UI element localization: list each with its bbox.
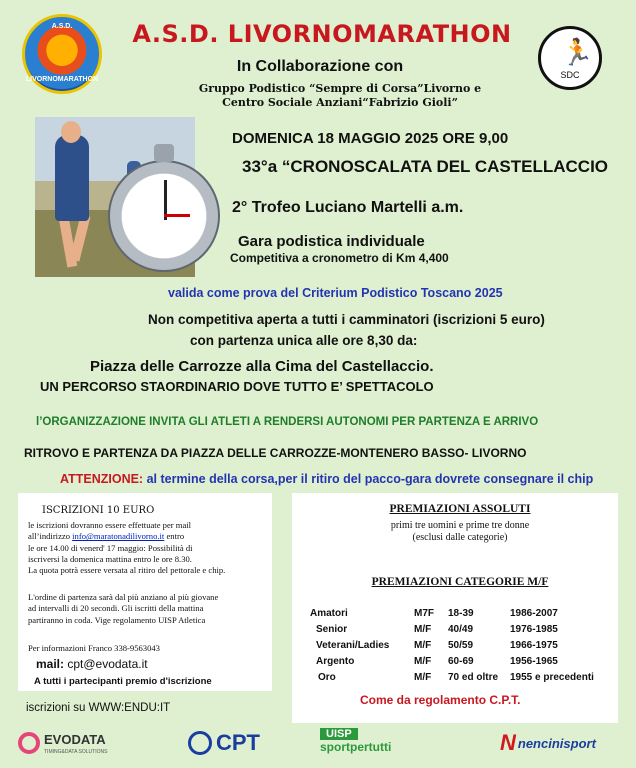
registration-line: le ore 14.00 di venerd' 17 maggio: Possibilità di [28,542,193,553]
category-name: Oro [318,671,336,683]
runner-body [55,135,89,221]
registration-email-link[interactable]: info@maratonadilivorno.it [72,531,165,542]
absolute-awards-details [300,520,620,544]
livornomarathon-logo [22,14,102,94]
logo-left-ring-text: LIVORNOMARATHON [25,76,99,83]
endu-registration[interactable]: iscrizioni su WWW:ENDU:IT [26,702,171,714]
stopwatch-hand [164,214,190,217]
category-sex: M/F [414,671,432,683]
runner-icon: 🏃 [561,37,594,67]
meeting-point: RITROVO E PARTENZA DA PIAZZA DELLE CARROZZE-MONTENERO BASSO- LIVORNO [24,446,527,460]
table-row [310,621,630,637]
start-order-details [28,592,268,626]
category-age: 60-69 [448,655,474,667]
nencini-logo [500,728,630,758]
category-table [310,605,630,685]
registration-line: le iscrizioni dovranno essere effettuate per mail [28,520,192,530]
absolute-awards-line: (esclusi dalle categorie) [412,532,508,543]
sdc-logo [538,26,602,90]
table-row [310,637,630,653]
category-years: 1966-1975 [510,639,558,651]
page-title: A.S.D. LIVORNOMARATHON [132,20,512,48]
category-sex: M7F [414,607,434,619]
category-name: Veterani/Ladies [316,639,390,651]
sdc-logo-text: SDC [560,70,580,80]
evodata-tagline: TIMING&DATA SOLUTIONS [44,749,108,755]
nencini-icon: N [500,730,516,755]
uisp-logo [320,728,450,758]
cpt-icon [188,731,212,755]
absolute-awards-title: PREMIAZIONI ASSOLUTI [389,503,531,515]
sponsor-bar [18,724,618,764]
groups-line-1: Gruppo Podistico “Sempre di Corsa”Livorno e [198,82,482,95]
race-competitive: Competitiva a cronometro di Km 4,400 [230,251,449,265]
order-line: partiranno in coda. Vige regolamento UISP Atletica [28,614,206,625]
runner-head [61,121,81,143]
logo-left-top-text: A.S.D. [51,23,73,30]
attention-key: ATTENZIONE: [60,472,144,486]
category-name: Amatori [310,607,348,619]
category-age: 70 ed oltre [448,671,499,683]
category-years: 1986-2007 [510,607,558,619]
start-time: con partenza unica alle ore 8,30 da: [190,333,418,348]
attention-text: al termine della corsa,per il ritiro del pacco-gara dovrete consegnare il chip [143,472,594,486]
category-awards-title: PREMIAZIONI CATEGORIE M/F [371,576,549,588]
criterium-note: valida come prova del Criterium Podistico Toscano 2025 [168,286,503,300]
event-date: DOMENICA 18 MAGGIO 2025 ORE 9,00 [232,130,509,147]
cpt-logo [188,728,278,758]
event-trophy: 2° Trofeo Luciano Martelli a.m. [232,199,464,216]
category-years: 1955 e precedenti [510,671,594,683]
registration-line: iscriversi la domenica mattina entro le ore 8.30. [28,553,192,564]
route-description: Piazza delle Carrozze alla Cima del Castellaccio. [90,358,434,375]
category-name: Argento [316,655,355,667]
registration-line-prefix: all’indirizzo [28,531,73,542]
order-line: ad intervalli di 20 secondi. Gli iscritti della mattina [28,603,204,614]
nencini-name: nencinisport [517,735,596,751]
evodata-logo [18,728,138,758]
category-age: 40/49 [448,623,474,635]
contact-info: Per informazioni Franco 338-9563043 [28,643,160,653]
category-sex: M/F [414,623,432,635]
mail-label: mail: [36,657,65,671]
registration-details [28,520,268,576]
runner-leg [70,214,91,261]
route-slogan: UN PERCORSO STAORDINARIO DOVE TUTTO E’ SPETTACOLO [40,379,434,394]
registration-line-suffix: entro [164,531,185,542]
noncompetitive-note: Non competitiva aperta a tutti i camminatori (iscrizioni 5 euro) [148,312,545,327]
registration-line [28,531,268,542]
category-years: 1956-1965 [510,655,558,667]
event-name: 33°a “CRONOSCALATA DEL CASTELLACCIO [242,157,609,176]
cpt-name: CPT [216,730,260,755]
category-age: 50/59 [448,639,474,651]
mail-value[interactable]: cpt@evodata.it [64,657,148,671]
table-row [310,653,630,669]
uisp-name: UISP [320,728,358,740]
category-sex: M/F [414,655,432,667]
category-sex: M/F [414,639,432,651]
stopwatch-icon [108,160,220,272]
regulation-note: Come da regolamento C.P.T. [360,693,521,707]
table-row [310,669,630,685]
race-type: Gara podistica individuale [238,233,425,250]
category-name: Senior [316,623,348,635]
registration-title: ISCRIZIONI 10 EURO [42,505,155,516]
contact-mail [36,657,148,671]
category-age: 18-39 [448,607,474,619]
table-row [310,605,630,621]
participation-prize: A tutti i partecipanti premio d'iscrizione [34,676,212,687]
collaborating-groups [150,82,530,110]
groups-line-2: Centro Sociale Anziani“Fabrizio Gioli” [222,96,458,109]
evodata-name: EVODATA [44,732,106,747]
attention-note [60,472,620,486]
registration-line: La quota potrà essere versata al ritiro del pettorale e chip. [28,565,226,576]
stopwatch-crown [154,144,174,162]
absolute-awards-line: primi tre uomini e prime tre donne [390,520,530,531]
collaboration-heading: In Collaborazione con [236,58,404,75]
category-years: 1976-1985 [510,623,558,635]
order-line: L'ordine di partenza sarà dal più anziano al più giovane [28,592,219,602]
organization-note: l’ORGANIZZAZIONE INVITA GLI ATLETI A RENDERSI AUTONOMI PER PARTENZA E ARRIVO [36,416,539,428]
evodata-icon [18,732,40,754]
uisp-tagline: sportpertutti [320,740,392,754]
